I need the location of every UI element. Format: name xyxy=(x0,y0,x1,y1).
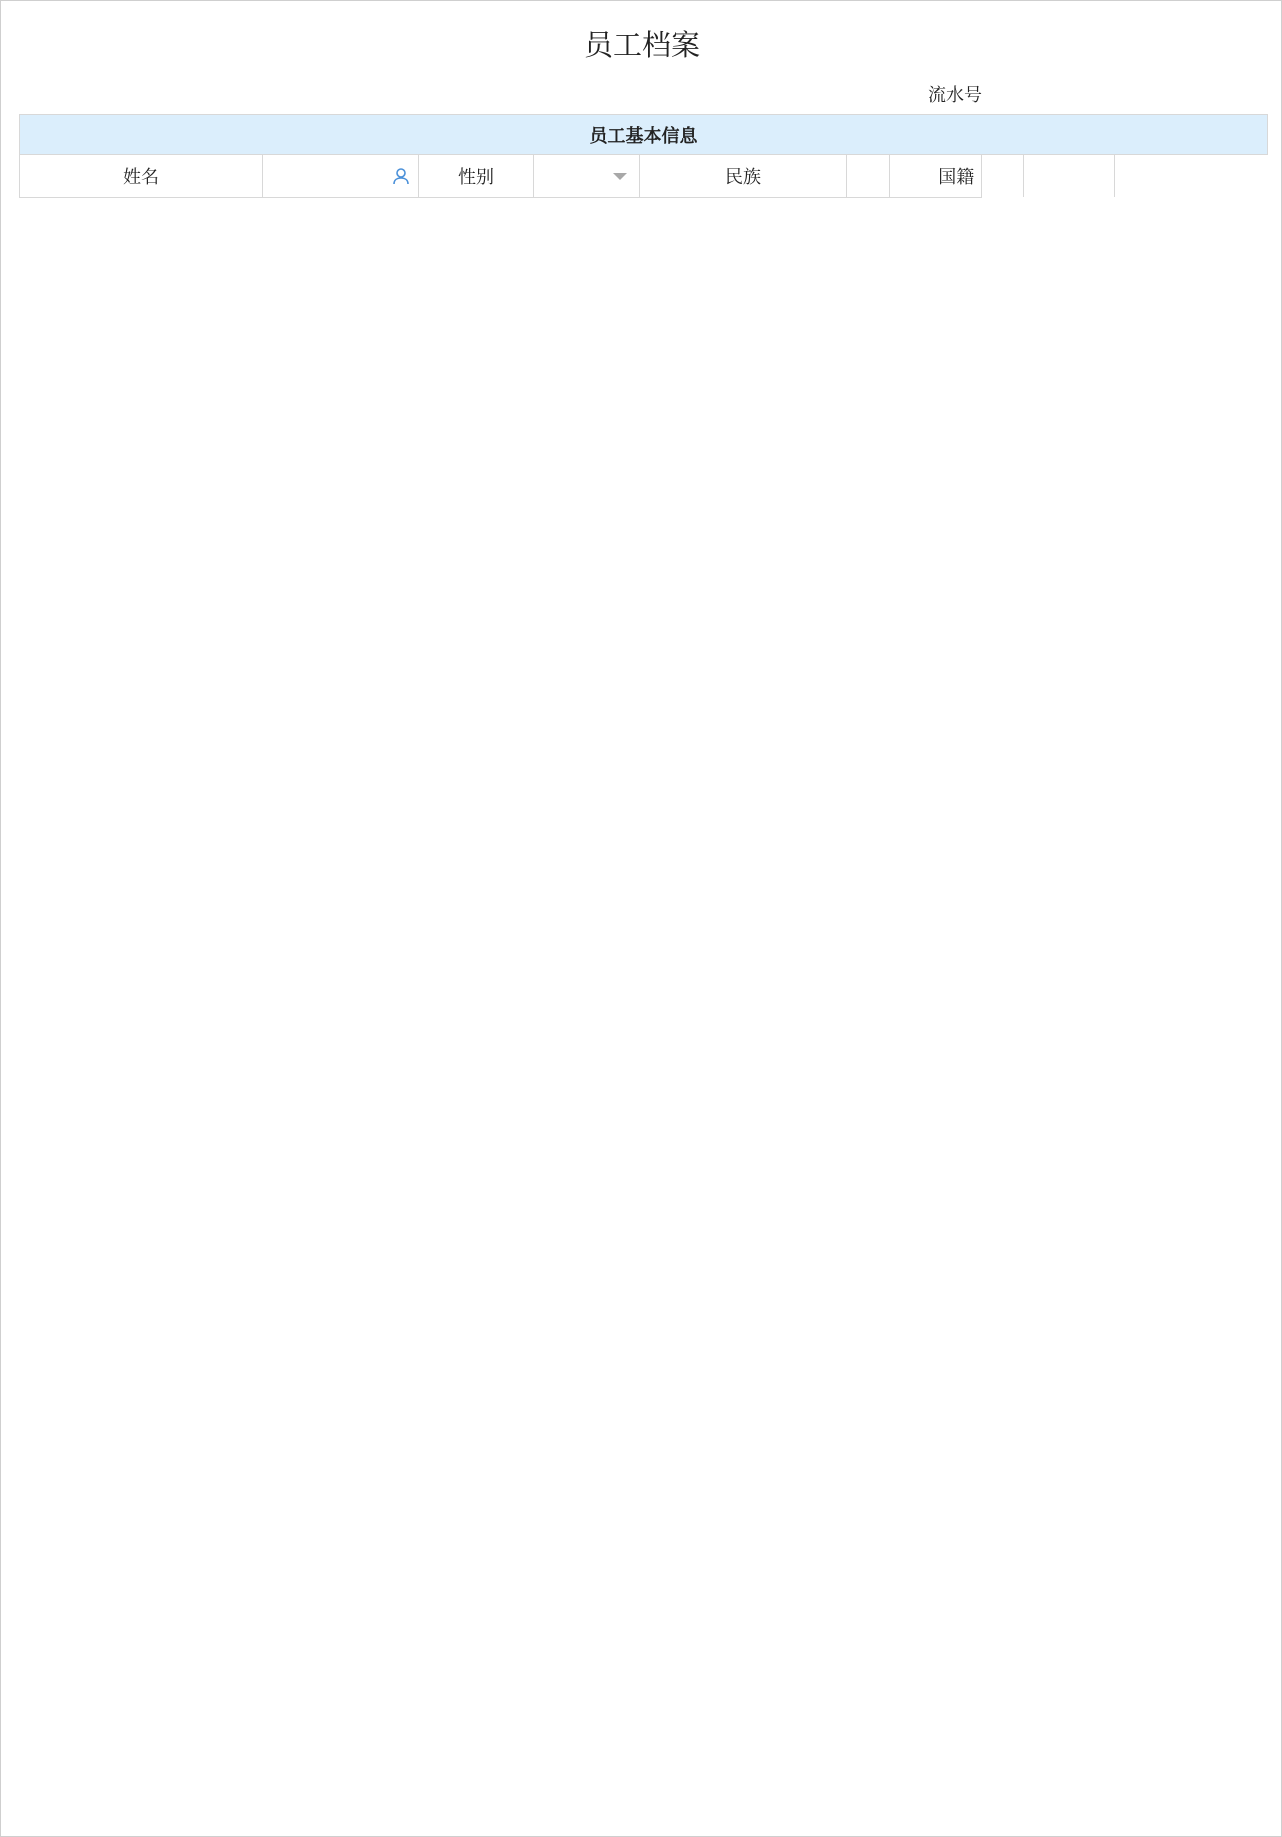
nationality-input[interactable] xyxy=(1023,155,1114,197)
person-icon[interactable] xyxy=(392,167,410,185)
serial-number-label: 流水号 xyxy=(928,85,982,106)
gender-select[interactable] xyxy=(534,155,640,198)
basic-info-table xyxy=(19,114,1268,198)
name-input[interactable] xyxy=(263,155,419,198)
gender-label: 性别 xyxy=(419,155,534,198)
basic-info-header: 员工基本信息 xyxy=(20,115,1268,155)
nationality-label: 国籍 xyxy=(890,155,1023,197)
nationality-cell xyxy=(890,155,982,198)
employee-form xyxy=(19,114,1267,198)
page-title: 员工档案 xyxy=(583,28,700,62)
ethnicity-input[interactable] xyxy=(847,155,890,198)
ethnicity-label: 民族 xyxy=(640,155,847,198)
name-label: 姓名 xyxy=(20,155,263,198)
